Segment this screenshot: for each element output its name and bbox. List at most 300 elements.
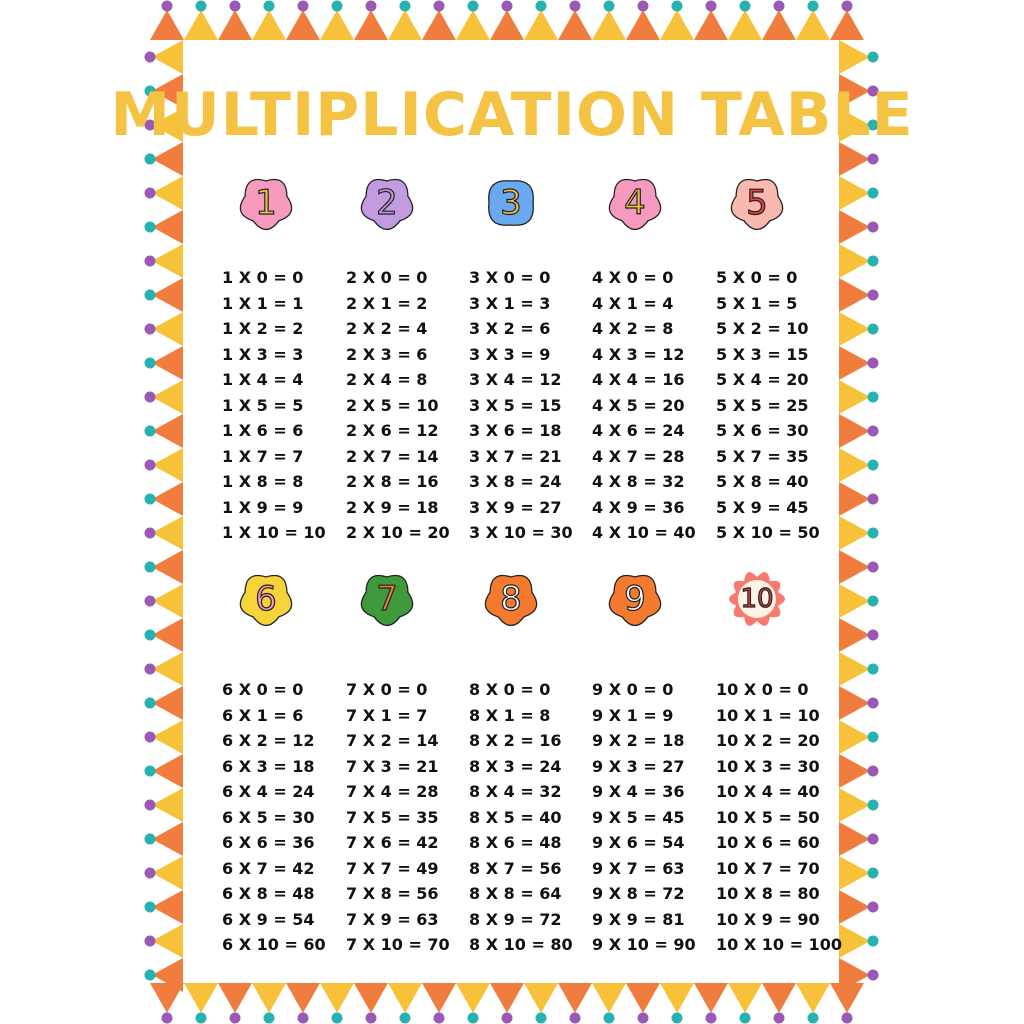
equation-row: 6 X 0 = 0 — [222, 680, 304, 699]
equation-row: 3 X 4 = 12 — [469, 370, 562, 389]
pennant-top — [218, 10, 252, 40]
equation-row: 10 X 4 = 40 — [716, 782, 820, 801]
pennant-bottom — [796, 983, 830, 1013]
equation-row: 10 X 10 = 100 — [716, 935, 842, 954]
border-dot — [145, 256, 156, 267]
equation-row: 6 X 8 = 48 — [222, 884, 315, 903]
pennant-left — [152, 618, 183, 652]
border-dot — [145, 936, 156, 947]
border-dot — [774, 1, 785, 12]
pennant-left — [152, 720, 183, 754]
border-dot — [145, 902, 156, 913]
border-dot — [230, 1013, 241, 1024]
equation-row: 5 X 0 = 0 — [716, 268, 798, 287]
pennant-left — [152, 584, 183, 618]
table-column-10 — [716, 677, 846, 958]
equation-row: 3 X 0 = 0 — [469, 268, 551, 287]
border-dot — [740, 1, 751, 12]
pennant-right — [839, 618, 870, 652]
equation-row: 3 X 6 = 18 — [469, 421, 562, 440]
pennant-bottom — [388, 983, 422, 1013]
border-dot — [868, 596, 879, 607]
equation-row: 4 X 10 = 40 — [592, 523, 696, 542]
pennant-left — [152, 516, 183, 550]
equation-row: 8 X 6 = 48 — [469, 833, 562, 852]
pennant-left — [152, 788, 183, 822]
flower-number: 8 — [500, 579, 522, 619]
table-column-8 — [469, 677, 599, 958]
border-dot — [868, 800, 879, 811]
pennant-left — [152, 686, 183, 720]
border-dot — [145, 52, 156, 63]
pennant-bottom — [660, 983, 694, 1013]
border-dot — [145, 324, 156, 335]
border-dot — [868, 732, 879, 743]
equation-row: 2 X 9 = 18 — [346, 497, 439, 517]
equation-row: 9 X 6 = 54 — [592, 833, 685, 852]
equation-row: 3 X 10 = 30 — [469, 523, 573, 542]
border-dot — [868, 562, 879, 573]
equation-row: 8 X 8 = 64 — [469, 884, 562, 903]
equation-row: 3 X 5 = 15 — [469, 395, 562, 415]
border-dot — [774, 1013, 785, 1024]
border-dot — [145, 460, 156, 471]
equation-row: 7 X 8 = 56 — [346, 884, 439, 903]
border-dot — [868, 970, 879, 981]
pennant-left — [152, 856, 183, 890]
border-dot — [145, 800, 156, 811]
border-dot — [145, 562, 156, 573]
equation-row: 6 X 2 = 12 — [222, 731, 315, 750]
border-dot — [468, 1013, 479, 1024]
border-dot — [868, 222, 879, 233]
border-dot — [868, 528, 879, 539]
border-dot — [868, 664, 879, 675]
pennant-bottom — [218, 983, 252, 1013]
border-dot — [145, 834, 156, 845]
equation-row: 5 X 3 = 15 — [716, 344, 809, 364]
border-dot — [868, 834, 879, 845]
border-dot — [332, 1, 343, 12]
pennant-top — [592, 10, 626, 40]
border-dot — [808, 1, 819, 12]
border-dot — [145, 698, 156, 709]
flower-number: 1 — [255, 183, 277, 223]
flower-number: 2 — [376, 183, 398, 223]
border-dot — [145, 358, 156, 369]
border-dot — [868, 698, 879, 709]
flower-badge-3 — [474, 166, 548, 240]
equation-row: 9 X 1 = 9 — [592, 705, 674, 725]
border-dot — [264, 1, 275, 12]
equation-row: 10 X 5 = 50 — [716, 807, 820, 827]
equation-row: 10 X 9 = 90 — [716, 909, 820, 929]
border-dot — [604, 1013, 615, 1024]
border-dot — [868, 460, 879, 471]
equation-row: 3 X 3 = 9 — [469, 344, 551, 364]
pennant-bottom — [456, 983, 490, 1013]
equation-row: 2 X 4 = 8 — [346, 370, 428, 389]
flower-number: 10 — [740, 584, 774, 614]
border-dot — [145, 188, 156, 199]
border-dot — [868, 188, 879, 199]
pennant-top — [490, 10, 524, 40]
equation-row: 10 X 7 = 70 — [716, 858, 820, 878]
border-dot — [868, 358, 879, 369]
pennant-left — [152, 210, 183, 244]
equation-row: 5 X 2 = 10 — [716, 319, 809, 338]
border-dot — [298, 1013, 309, 1024]
pennant-top — [728, 10, 762, 40]
border-dot — [196, 1, 207, 12]
pennant-top — [252, 10, 286, 40]
equation-row: 3 X 9 = 27 — [469, 497, 562, 517]
border-dot — [672, 1013, 683, 1024]
border-dot — [672, 1, 683, 12]
table-column-9 — [592, 677, 722, 958]
equation-row: 4 X 3 = 12 — [592, 344, 685, 364]
equation-row: 2 X 3 = 6 — [346, 344, 428, 364]
equation-row: 8 X 3 = 24 — [469, 756, 562, 776]
equation-row: 10 X 8 = 80 — [716, 884, 820, 903]
equation-row: 7 X 5 = 35 — [346, 807, 439, 827]
equation-row: 3 X 7 = 21 — [469, 446, 562, 466]
border-dot — [868, 494, 879, 505]
border-dot — [434, 1013, 445, 1024]
border-dot — [502, 1, 513, 12]
equation-row: 9 X 0 = 0 — [592, 680, 674, 699]
pennant-left — [152, 278, 183, 312]
pennant-left — [152, 414, 183, 448]
equation-row: 4 X 8 = 32 — [592, 472, 685, 491]
pennant-top — [558, 10, 592, 40]
equation-row: 9 X 10 = 90 — [592, 935, 696, 954]
border-dot — [868, 256, 879, 267]
equation-row: 7 X 0 = 0 — [346, 680, 428, 699]
pennant-top — [388, 10, 422, 40]
equation-row: 1 X 9 = 9 — [222, 497, 304, 517]
flower-badge-2 — [350, 166, 424, 240]
equation-row: 2 X 8 = 16 — [346, 472, 439, 491]
border-dot — [868, 766, 879, 777]
border-dot — [868, 392, 879, 403]
equation-row: 3 X 8 = 24 — [469, 472, 562, 491]
equation-row: 9 X 4 = 36 — [592, 782, 685, 801]
equation-row: 5 X 9 = 45 — [716, 497, 809, 517]
equation-row: 3 X 2 = 6 — [469, 319, 551, 338]
equation-row: 5 X 7 = 35 — [716, 446, 809, 466]
border-dot — [740, 1013, 751, 1024]
equation-row: 9 X 7 = 63 — [592, 858, 685, 878]
pennant-bottom — [694, 983, 728, 1013]
pennant-left — [152, 754, 183, 788]
border-dot — [536, 1, 547, 12]
border-dot — [366, 1, 377, 12]
border-dot — [400, 1013, 411, 1024]
pennant-top — [184, 10, 218, 40]
equation-row: 4 X 5 = 20 — [592, 395, 685, 415]
border-dot — [868, 426, 879, 437]
pennant-bottom — [524, 983, 558, 1013]
border-dot — [868, 324, 879, 335]
border-dot — [400, 1, 411, 12]
equation-row: 6 X 3 = 18 — [222, 756, 315, 776]
pennant-bottom — [592, 983, 626, 1013]
equation-row: 10 X 3 = 30 — [716, 756, 820, 776]
equation-row: 1 X 3 = 3 — [222, 344, 304, 364]
pennant-left — [152, 176, 183, 210]
equation-row: 7 X 6 = 42 — [346, 833, 439, 852]
pennant-left — [152, 346, 183, 380]
border-dot — [868, 936, 879, 947]
pennant-right — [839, 40, 870, 74]
pennant-left — [152, 890, 183, 924]
border-dot — [145, 732, 156, 743]
equation-row: 4 X 1 = 4 — [592, 293, 674, 313]
pennant-bottom — [184, 983, 218, 1013]
equation-row: 2 X 10 = 20 — [346, 523, 450, 542]
equation-row: 9 X 9 = 81 — [592, 909, 685, 929]
pennant-bottom — [286, 983, 320, 1013]
table-column-7 — [346, 677, 476, 958]
pennant-top — [422, 10, 456, 40]
border-dot — [502, 1013, 513, 1024]
equation-row: 6 X 10 = 60 — [222, 935, 326, 954]
border-dot — [842, 1013, 853, 1024]
equation-row: 7 X 2 = 14 — [346, 731, 439, 750]
pennant-top — [320, 10, 354, 40]
border-dot — [298, 1, 309, 12]
equation-row: 1 X 10 = 10 — [222, 523, 326, 542]
equation-row: 8 X 10 = 80 — [469, 935, 573, 954]
border-dot — [570, 1, 581, 12]
equation-row: 10 X 1 = 10 — [716, 705, 820, 725]
flower-badge-4 — [598, 166, 672, 240]
border-dot — [145, 392, 156, 403]
border-dot — [638, 1, 649, 12]
equation-row: 1 X 1 = 1 — [222, 293, 304, 313]
pennant-left — [152, 822, 183, 856]
pennant-bottom — [422, 983, 456, 1013]
equation-row: 6 X 7 = 42 — [222, 858, 315, 878]
equation-row: 6 X 4 = 24 — [222, 782, 315, 801]
equation-row: 1 X 8 = 8 — [222, 472, 304, 491]
pennant-left — [152, 312, 183, 346]
pennant-left — [152, 380, 183, 414]
equation-row: 1 X 7 = 7 — [222, 446, 304, 466]
border-dot — [868, 902, 879, 913]
flower-badge-1 — [229, 166, 303, 240]
equation-row: 6 X 6 = 36 — [222, 833, 315, 852]
pennant-bottom — [252, 983, 286, 1013]
equation-row: 8 X 2 = 16 — [469, 731, 562, 750]
border-dot — [230, 1, 241, 12]
border-dot — [332, 1013, 343, 1024]
equation-row: 9 X 5 = 45 — [592, 807, 685, 827]
equation-row: 6 X 5 = 30 — [222, 807, 315, 827]
pennant-top — [762, 10, 796, 40]
pennant-bottom — [558, 983, 592, 1013]
pennant-left — [152, 652, 183, 686]
equation-row: 9 X 3 = 27 — [592, 756, 685, 776]
equation-row: 7 X 9 = 63 — [346, 909, 439, 929]
border-dot — [145, 766, 156, 777]
table-column-6 — [222, 677, 352, 958]
equation-row: 9 X 8 = 72 — [592, 884, 685, 903]
equation-row: 2 X 2 = 4 — [346, 319, 428, 338]
border-dot — [196, 1013, 207, 1024]
equation-row: 4 X 7 = 28 — [592, 446, 685, 466]
pennant-top — [830, 10, 864, 40]
border-dot — [868, 154, 879, 165]
equation-row: 7 X 10 = 70 — [346, 935, 450, 954]
equation-row: 1 X 4 = 4 — [222, 370, 304, 389]
border-dot — [868, 630, 879, 641]
equation-row: 5 X 4 = 20 — [716, 370, 809, 389]
equation-row: 1 X 5 = 5 — [222, 395, 304, 415]
border-dot — [145, 222, 156, 233]
border-dot — [145, 868, 156, 879]
pennant-bottom — [728, 983, 762, 1013]
flower-badge-6 — [229, 562, 303, 636]
pennant-left — [152, 482, 183, 516]
equation-row: 2 X 5 = 10 — [346, 395, 439, 415]
flower-badge-7 — [350, 562, 424, 636]
pennant-left — [152, 244, 183, 278]
border-dot — [868, 868, 879, 879]
border-dot — [842, 1, 853, 12]
equation-row: 2 X 7 = 14 — [346, 446, 439, 466]
table-column-1 — [222, 265, 352, 546]
flower-number: 4 — [624, 183, 646, 223]
equation-row: 5 X 10 = 50 — [716, 523, 820, 542]
flower-badge-10 — [720, 562, 794, 636]
flower-number: 9 — [624, 579, 646, 619]
border-dot — [868, 290, 879, 301]
equation-row: 9 X 2 = 18 — [592, 731, 685, 750]
equation-row: 8 X 9 = 72 — [469, 909, 562, 929]
table-column-3 — [469, 265, 599, 546]
pennant-left — [152, 40, 183, 74]
equation-row: 6 X 9 = 54 — [222, 909, 315, 929]
equation-row: 2 X 6 = 12 — [346, 421, 439, 440]
equation-row: 1 X 6 = 6 — [222, 421, 304, 440]
border-dot — [145, 664, 156, 675]
pennant-bottom — [320, 983, 354, 1013]
equation-row: 5 X 5 = 25 — [716, 395, 809, 415]
equation-row: 4 X 0 = 0 — [592, 268, 674, 287]
flower-number: 7 — [376, 579, 398, 619]
equation-row: 2 X 1 = 2 — [346, 293, 428, 313]
flower-number: 3 — [500, 183, 522, 223]
border-dot — [145, 596, 156, 607]
equation-row: 1 X 2 = 2 — [222, 319, 304, 338]
equation-row: 10 X 6 = 60 — [716, 833, 820, 852]
pennant-right — [839, 584, 870, 618]
equation-row: 4 X 6 = 24 — [592, 421, 685, 440]
pennant-left — [152, 550, 183, 584]
pennant-top — [694, 10, 728, 40]
pennant-right — [839, 550, 870, 584]
equation-row: 7 X 4 = 28 — [346, 782, 439, 801]
border-dot — [468, 1, 479, 12]
pennant-top — [354, 10, 388, 40]
table-column-2 — [346, 265, 476, 546]
pennant-right — [839, 176, 870, 210]
pennant-bottom — [490, 983, 524, 1013]
pennant-left — [152, 448, 183, 482]
equation-row: 10 X 0 = 0 — [716, 680, 809, 699]
border-dot — [366, 1013, 377, 1024]
equation-row: 4 X 4 = 16 — [592, 370, 685, 389]
border-dot — [264, 1013, 275, 1024]
pennant-top — [286, 10, 320, 40]
border-dot — [638, 1013, 649, 1024]
pennant-left — [152, 924, 183, 958]
pennant-top — [660, 10, 694, 40]
flower-badge-5 — [720, 166, 794, 240]
border-dot — [808, 1013, 819, 1024]
border-dot — [706, 1, 717, 12]
border-dot — [145, 528, 156, 539]
pennant-bottom — [354, 983, 388, 1013]
flower-badge-9 — [598, 562, 672, 636]
pennant-top — [524, 10, 558, 40]
equation-row: 7 X 1 = 7 — [346, 705, 428, 725]
page-title: MULTIPLICATION TABLE — [110, 80, 914, 150]
equation-row: 4 X 2 = 8 — [592, 319, 674, 338]
pennant-top — [626, 10, 660, 40]
border-dot — [536, 1013, 547, 1024]
border-dot — [145, 290, 156, 301]
equation-row: 8 X 7 = 56 — [469, 858, 562, 878]
pennant-bottom — [626, 983, 660, 1013]
border-dot — [145, 630, 156, 641]
equation-row: 8 X 1 = 8 — [469, 705, 551, 725]
pennant-right — [839, 210, 870, 244]
border-dot — [868, 52, 879, 63]
equation-row: 8 X 4 = 32 — [469, 782, 562, 801]
border-dot — [706, 1013, 717, 1024]
flower-number: 6 — [255, 579, 277, 619]
border-dot — [145, 154, 156, 165]
pennant-top — [456, 10, 490, 40]
equation-row: 7 X 7 = 49 — [346, 858, 439, 878]
flower-number: 5 — [746, 183, 768, 223]
border-dot — [434, 1, 445, 12]
border-dot — [145, 970, 156, 981]
table-column-5 — [716, 265, 846, 546]
equation-row: 4 X 9 = 36 — [592, 497, 685, 517]
border-dot — [145, 494, 156, 505]
border-dot — [570, 1013, 581, 1024]
equation-row: 1 X 0 = 0 — [222, 268, 304, 287]
equation-row: 7 X 3 = 21 — [346, 756, 439, 776]
equation-row: 10 X 2 = 20 — [716, 731, 820, 750]
equation-row: 8 X 0 = 0 — [469, 680, 551, 699]
border-dot — [162, 1, 173, 12]
equation-row: 6 X 1 = 6 — [222, 705, 304, 725]
pennant-bottom — [762, 983, 796, 1013]
table-column-4 — [592, 265, 722, 546]
pennant-top — [150, 10, 184, 40]
equation-row: 5 X 8 = 40 — [716, 472, 809, 491]
equation-row: 5 X 1 = 5 — [716, 293, 798, 313]
border-dot — [162, 1013, 173, 1024]
pennant-top — [796, 10, 830, 40]
equation-row: 8 X 5 = 40 — [469, 807, 562, 827]
equation-row: 5 X 6 = 30 — [716, 421, 809, 440]
